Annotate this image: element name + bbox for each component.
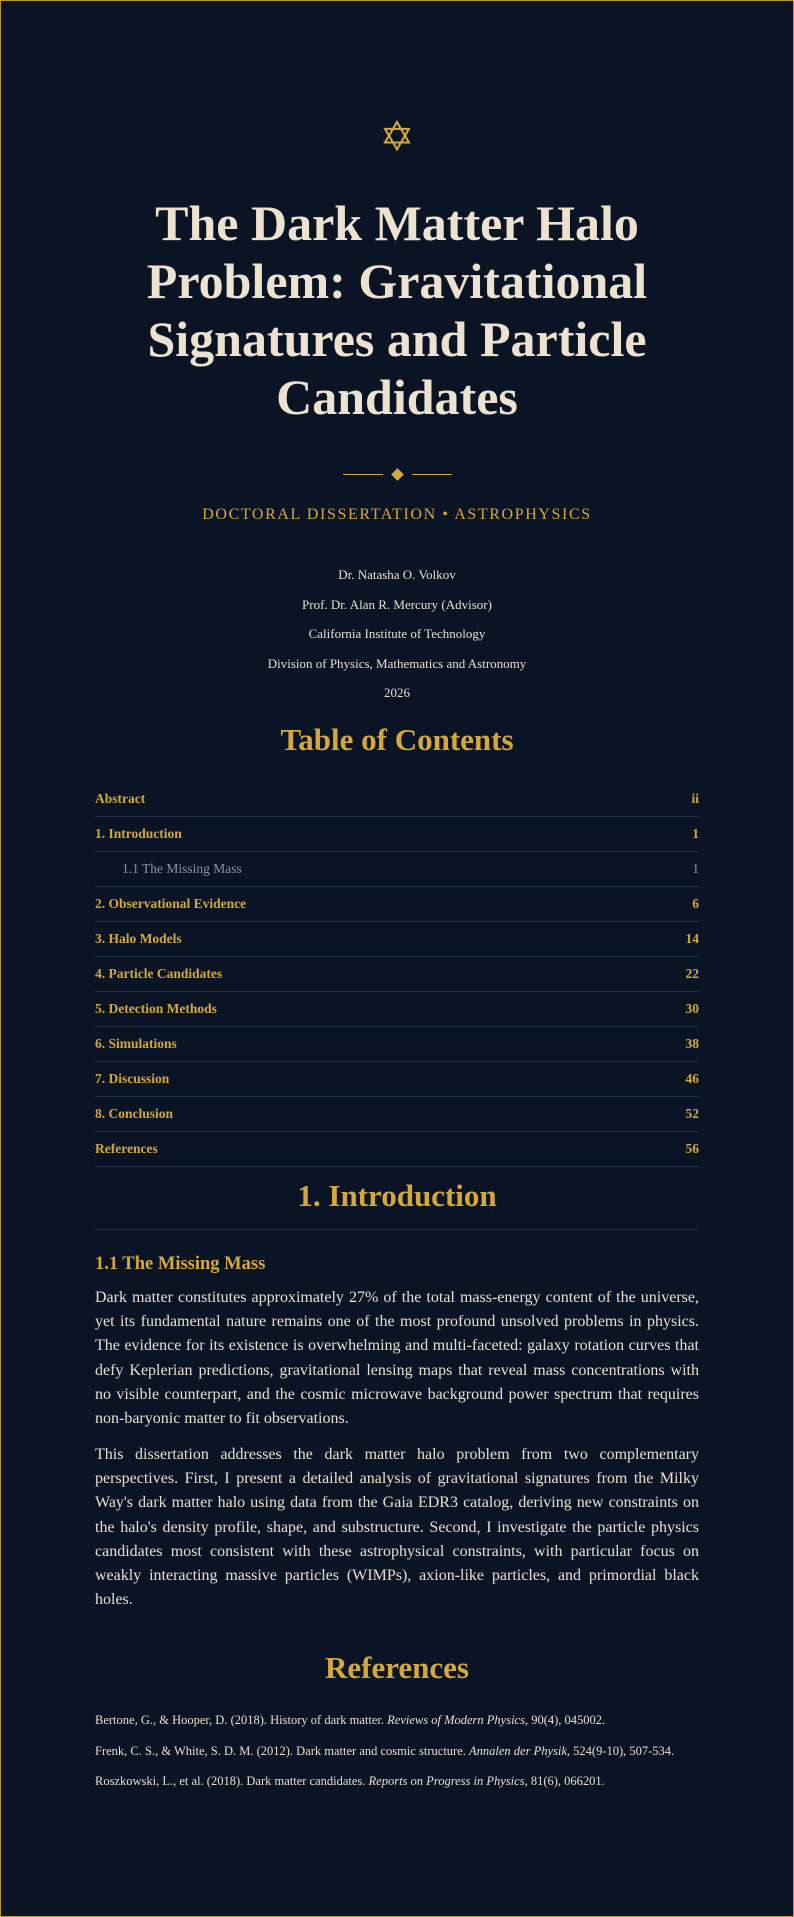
reference-details: , 524(9-10), 507-534. <box>566 1743 675 1758</box>
toc-entry-page: 38 <box>685 1036 699 1051</box>
toc-entry-page: 52 <box>685 1106 699 1121</box>
toc-entry-label: 6. Simulations <box>95 1036 177 1051</box>
toc-entry-abstract[interactable] <box>95 782 699 817</box>
star-of-david-icon: ✡ <box>379 112 415 161</box>
document-title: The Dark Matter Halo Problem: Gravitational Signatures and Particle Candidates <box>146 195 648 425</box>
reference-journal: Reviews of Modern Physics <box>387 1713 525 1727</box>
reference-item <box>95 1711 699 1731</box>
diamond-icon <box>391 468 404 481</box>
toc-entry-page: 56 <box>685 1141 699 1156</box>
toc-entry-label: 5. Detection Methods <box>95 1001 217 1016</box>
author-name: Dr. Natasha O. Volkov <box>338 567 456 582</box>
reference-journal: Annalen der Physik <box>469 1743 567 1758</box>
year: 2026 <box>384 685 410 700</box>
reference-journal: Reports on Progress in Physics <box>368 1774 525 1788</box>
toc-entry-observational-evidence[interactable] <box>95 887 699 922</box>
toc-entry-page: 30 <box>685 1001 699 1016</box>
reference-details: , 90(4), 045002. <box>524 1713 606 1727</box>
reference-details: , 81(6), 066201. <box>524 1774 605 1788</box>
toc-entry-page: 1 <box>692 826 699 841</box>
toc-entry-label: 3. Halo Models <box>95 931 182 946</box>
toc-entry-halo-models[interactable] <box>95 922 699 957</box>
document-subtitle: DOCTORAL DISSERTATION • ASTROPHYSICS <box>202 506 592 523</box>
toc-entry-conclusion[interactable] <box>95 1097 699 1132</box>
toc-entry-introduction[interactable] <box>95 817 699 852</box>
toc-entry-label: Abstract <box>95 791 146 806</box>
toc-entry-detection-methods[interactable] <box>95 992 699 1027</box>
toc-entry-label: 1. Introduction <box>95 826 182 841</box>
reference-item <box>95 1742 699 1762</box>
divider-line-left <box>343 474 383 475</box>
body-paragraph: Dark matter constitutes approximately 27% of the total mass-energy content of the universe, yet its fundamental nature remains one of the most profound unsolved problems in physics. The evidence for its existence is overwhelming and multi-faceted: galaxy rotation curves that defy Keplerian predictions, gravitational lensing maps that reveal mass concentrations with no visible counterpart, and the cosmic microwave background power spectrum that requires non-baryonic matter to fit observations. <box>95 1289 699 1428</box>
ornamental-divider <box>0 462 794 486</box>
toc-entry-page: ii <box>691 791 699 806</box>
toc-entry-page: 6 <box>692 896 699 911</box>
section-heading-introduction: 1. Introduction <box>297 1178 497 1213</box>
section-rule <box>95 1229 699 1230</box>
section-heading-references: References <box>324 1650 469 1685</box>
toc-entry-simulations[interactable] <box>95 1027 699 1062</box>
toc-entry-label: References <box>95 1141 158 1156</box>
reference-authors: Roszkowski, L., et al. (2018). Dark matter candidates. <box>95 1774 366 1788</box>
institution: California Institute of Technology <box>308 626 486 641</box>
division: Division of Physics, Mathematics and Astronomy <box>267 655 527 671</box>
toc-entry-page: 14 <box>685 931 699 946</box>
toc-entry-particle-candidates[interactable] <box>95 957 699 992</box>
toc-entry-label: 4. Particle Candidates <box>95 966 223 981</box>
reference-list <box>95 1711 699 1803</box>
toc-entry-missing-mass[interactable] <box>95 852 699 887</box>
reference-item <box>95 1772 699 1792</box>
author-block <box>0 565 794 713</box>
body-paragraph: This dissertation addresses the dark matter halo problem from two complementary perspectives. First, I present a detailed analysis of gravitational signatures from the Milky Way's dark matter halo using data from the Gaia EDR3 catalog, deriving new constraints on the halo's density profile, shape, and substructure. Second, I investigate the particle physics candidates most consistent with these astrophysical constraints, with particular focus on weakly interacting massive particles (WIMPs), axion-like particles, and primordial black holes. <box>95 1446 699 1609</box>
toc-entry-label: 2. Observational Evidence <box>95 896 247 911</box>
toc-heading: Table of Contents <box>280 722 514 757</box>
table-of-contents <box>95 782 699 1167</box>
divider-line-right <box>412 474 452 475</box>
advisor-name: Prof. Dr. Alan R. Mercury (Advisor) <box>302 596 492 612</box>
toc-entry-discussion[interactable] <box>95 1062 699 1097</box>
toc-entry-label: 1.1 The Missing Mass <box>122 861 242 876</box>
toc-entry-label: 8. Conclusion <box>95 1106 174 1121</box>
toc-entry-page: 1 <box>692 861 699 876</box>
toc-entry-references[interactable] <box>95 1132 699 1167</box>
toc-entry-page: 46 <box>685 1071 699 1086</box>
reference-authors: Frenk, C. S., & White, S. D. M. (2012). Dark matter and cosmic structure. <box>95 1743 466 1758</box>
toc-entry-label: 7. Discussion <box>95 1071 170 1086</box>
reference-authors: Bertone, G., & Hooper, D. (2018). History of dark matter. <box>95 1713 385 1727</box>
subsection-heading-missing-mass: 1.1 The Missing Mass <box>95 1254 266 1274</box>
toc-entry-page: 22 <box>685 966 699 981</box>
